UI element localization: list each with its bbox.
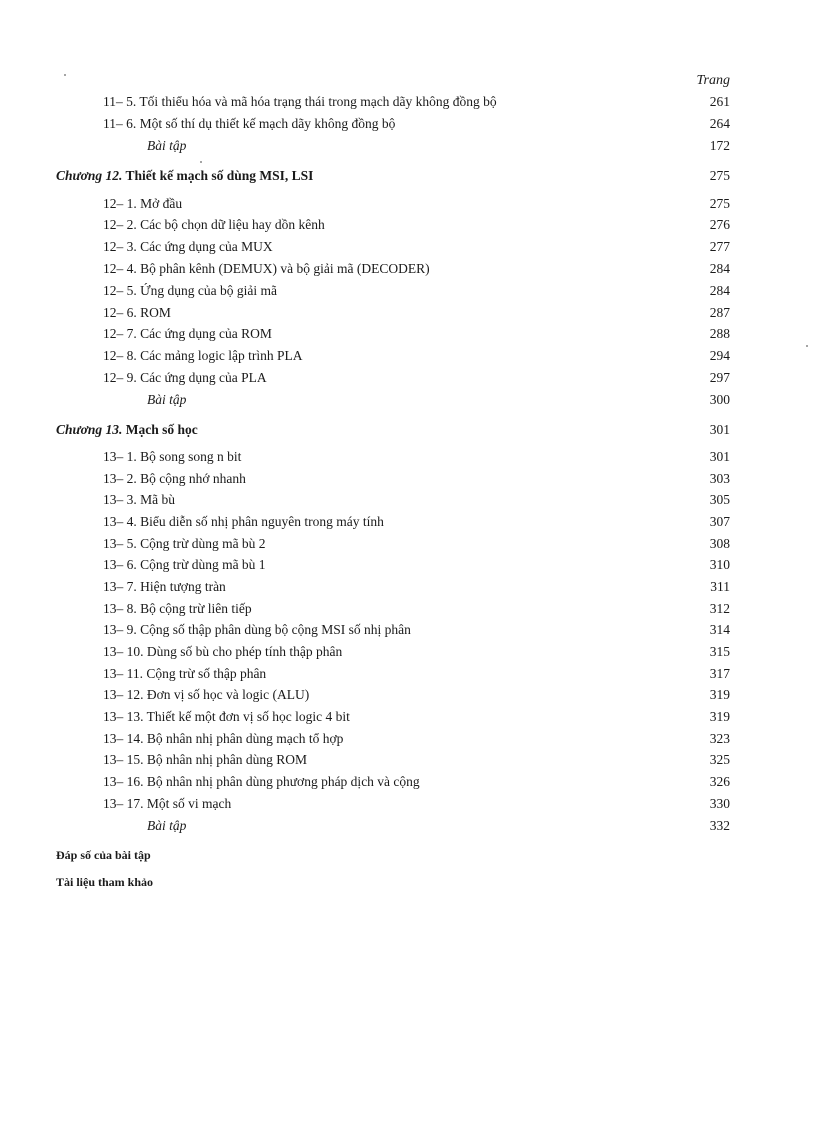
entry-title: [103, 115, 395, 133]
page-number: 301: [709, 449, 730, 464]
page-number: 284: [709, 261, 730, 276]
section-title: Biểu diễn số nhị phân nguyên trong máy tính: [140, 514, 384, 529]
section-title: Bộ nhân nhị phân dùng mạch tổ hợp: [146, 731, 344, 746]
page-number: 312: [709, 601, 730, 616]
section-number: 13– 3.: [103, 492, 137, 507]
exercise-entry: [0, 391, 816, 409]
section-number: 12– 4.: [103, 261, 137, 276]
entry-title: [103, 708, 350, 726]
page-number: 275: [709, 196, 730, 211]
section-title: Một số vi mạch: [146, 796, 232, 811]
page-number: 319: [709, 687, 730, 702]
section-number: 13– 9.: [103, 622, 137, 637]
section-title: ROM: [140, 305, 171, 320]
section-title: Cộng trừ dùng mã bù 1: [140, 557, 266, 572]
entry-title: [103, 730, 343, 748]
section-title: Cộng trừ số thập phân: [146, 666, 267, 681]
section-title: Bộ cộng trừ liên tiếp: [140, 601, 252, 616]
entry-title: [103, 470, 246, 488]
section-title: Các ứng dụng của ROM: [140, 326, 272, 341]
page-number: 326: [709, 774, 730, 789]
section-title: Đơn vị số học và logic (ALU): [146, 687, 310, 702]
page-number: 315: [709, 644, 730, 659]
page-number: 311: [710, 579, 730, 594]
entry-title: [103, 491, 175, 509]
entry-title: [103, 325, 272, 343]
entry-title: Đáp số của bài tập: [56, 848, 151, 862]
section-number: 12– 7.: [103, 326, 137, 341]
chapter-label: Chương 12.: [56, 168, 123, 183]
section-entry: [0, 730, 816, 748]
page-column-header: Trang: [696, 73, 730, 88]
entry-title: [103, 578, 226, 596]
entry-title: Bài tập: [147, 818, 187, 833]
section-entry: [0, 238, 816, 256]
chapter-title: Mạch số học: [125, 422, 198, 437]
entry-title: [103, 556, 266, 574]
section-title: Bộ cộng nhớ nhanh: [140, 471, 246, 486]
entry-title: [103, 260, 430, 278]
scan-speck: [200, 161, 202, 163]
section-number: 12– 9.: [103, 370, 137, 385]
section-title: Các ứng dụng của MUX: [140, 239, 273, 254]
section-number: 13– 12.: [103, 687, 144, 702]
page-number: 287: [709, 305, 730, 320]
chapter-entry: [0, 421, 816, 439]
section-title: Cộng số thập phân dùng bộ cộng MSI số nhị phân: [140, 622, 411, 637]
section-title: Hiện tượng tràn: [140, 579, 226, 594]
page-number: 276: [709, 217, 730, 232]
section-entry: [0, 282, 816, 300]
section-number: 11– 6.: [103, 116, 137, 131]
section-entry: [0, 325, 816, 343]
section-number: 11– 5.: [103, 94, 137, 109]
section-number: 12– 2.: [103, 217, 137, 232]
section-title: Ứng dụng của bộ giải mã: [140, 283, 277, 298]
section-entry: [0, 686, 816, 704]
section-number: 13– 7.: [103, 579, 137, 594]
scan-speck: [64, 74, 66, 76]
page-number: 319: [709, 709, 730, 724]
section-number: 12– 8.: [103, 348, 137, 363]
section-entry: [0, 260, 816, 278]
entry-title: [56, 167, 313, 185]
page-number: 314: [709, 622, 730, 637]
section-title: Cộng trừ dùng mã bù 2: [140, 536, 266, 551]
page-number: 172: [709, 138, 730, 153]
entry-title: Bài tập: [147, 138, 187, 153]
section-entry: [0, 470, 816, 488]
section-title: Tối thiểu hóa và mã hóa trạng thái trong mạch dãy không đồng bộ: [139, 94, 497, 109]
section-title: Các bộ chọn dữ liệu hay dồn kênh: [140, 217, 325, 232]
section-entry: [0, 347, 816, 365]
page-number: 317: [709, 666, 730, 681]
page-number: 261: [709, 94, 730, 109]
entry-title: [103, 93, 497, 111]
section-number: 13– 8.: [103, 601, 137, 616]
appendix-entry: [0, 873, 816, 891]
page-number: 264: [709, 116, 730, 131]
section-title: Mã bù: [140, 492, 175, 507]
page-number: 332: [709, 818, 730, 833]
page-number: 307: [709, 514, 730, 529]
exercise-entry: [0, 137, 816, 155]
section-entry: [0, 216, 816, 234]
page-number: 301: [709, 422, 730, 437]
section-entry: [0, 708, 816, 726]
section-title: Thiết kế một đơn vị số học logic 4 bit: [146, 709, 350, 724]
section-number: 13– 11.: [103, 666, 143, 681]
section-entry: [0, 643, 816, 661]
entry-title: [103, 369, 267, 387]
page-number: 288: [709, 326, 730, 341]
section-entry: [0, 773, 816, 791]
page-number: 323: [709, 731, 730, 746]
section-number: 12– 3.: [103, 239, 137, 254]
section-entry: [0, 556, 816, 574]
section-number: 13– 14.: [103, 731, 144, 746]
entry-title: [103, 448, 241, 466]
section-entry: [0, 665, 816, 683]
chapter-entry: [0, 167, 816, 185]
section-number: 13– 6.: [103, 557, 137, 572]
page-number: 305: [709, 492, 730, 507]
page-number: 310: [709, 557, 730, 572]
section-number: 13– 16.: [103, 774, 144, 789]
section-entry: [0, 93, 816, 111]
section-title: Bộ nhân nhị phân dùng phương pháp dịch và cộng: [146, 774, 420, 789]
page-number: 294: [709, 348, 730, 363]
page-number: 330: [709, 796, 730, 811]
section-number: 13– 10.: [103, 644, 144, 659]
entry-title: [103, 621, 411, 639]
entry-title: [103, 643, 342, 661]
section-entry: [0, 795, 816, 813]
section-number: 13– 2.: [103, 471, 137, 486]
section-entry: [0, 600, 816, 618]
section-title: Dùng số bù cho phép tính thập phân: [146, 644, 343, 659]
section-number: 13– 4.: [103, 514, 137, 529]
appendix-entry: [0, 846, 816, 864]
section-title: Các mảng logic lập trình PLA: [140, 348, 303, 363]
section-title: Bộ phân kênh (DEMUX) và bộ giải mã (DECODER): [140, 261, 430, 276]
section-number: 13– 5.: [103, 536, 137, 551]
entry-title: [56, 421, 198, 439]
section-title: Một số thí dụ thiết kế mạch dãy không đồng bộ: [139, 116, 396, 131]
entry-title: [103, 304, 171, 322]
section-entry: [0, 491, 816, 509]
section-entry: [0, 535, 816, 553]
section-entry: [0, 115, 816, 133]
section-entry: [0, 304, 816, 322]
section-number: 13– 17.: [103, 796, 144, 811]
entry-title: [103, 751, 307, 769]
entry-title: Tài liệu tham khảo: [56, 875, 154, 889]
section-entry: [0, 751, 816, 769]
entry-title: [103, 513, 384, 531]
section-entry: [0, 621, 816, 639]
entry-title: [103, 773, 420, 791]
section-entry: [0, 448, 816, 466]
entry-title: [103, 282, 277, 300]
entry-title: [103, 216, 325, 234]
chapter-label: Chương 13.: [56, 422, 123, 437]
section-number: 13– 1.: [103, 449, 137, 464]
section-title: Các ứng dụng của PLA: [140, 370, 267, 385]
entry-title: [103, 665, 266, 683]
entry-title: [103, 600, 252, 618]
entry-title: [103, 195, 182, 213]
section-entry: [0, 578, 816, 596]
scan-speck: [806, 345, 808, 347]
page-number: 277: [709, 239, 730, 254]
entry-title: Bài tập: [147, 392, 187, 407]
exercise-entry: [0, 817, 816, 835]
section-number: 12– 1.: [103, 196, 137, 211]
section-title: Bộ song song n bit: [140, 449, 242, 464]
page-number: 297: [709, 370, 730, 385]
section-title: Mở đầu: [140, 196, 183, 211]
page-number: 275: [709, 168, 730, 183]
page-number: 284: [709, 283, 730, 298]
entry-title: [103, 795, 231, 813]
section-number: 12– 5.: [103, 283, 137, 298]
section-number: 12– 6.: [103, 305, 137, 320]
section-entry: [0, 369, 816, 387]
page-number: 308: [709, 536, 730, 551]
page-number: 300: [709, 392, 730, 407]
section-entry: [0, 195, 816, 213]
section-number: 13– 13.: [103, 709, 144, 724]
section-entry: [0, 513, 816, 531]
page-number: 325: [709, 752, 730, 767]
page-number: 303: [709, 471, 730, 486]
entry-title: [103, 686, 309, 704]
section-number: 13– 15.: [103, 752, 144, 767]
chapter-title: Thiết kế mạch số dùng MSI, LSI: [125, 168, 314, 183]
entry-title: [103, 347, 302, 365]
entry-title: [103, 238, 273, 256]
section-title: Bộ nhân nhị phân dùng ROM: [146, 752, 307, 767]
entry-title: [103, 535, 266, 553]
